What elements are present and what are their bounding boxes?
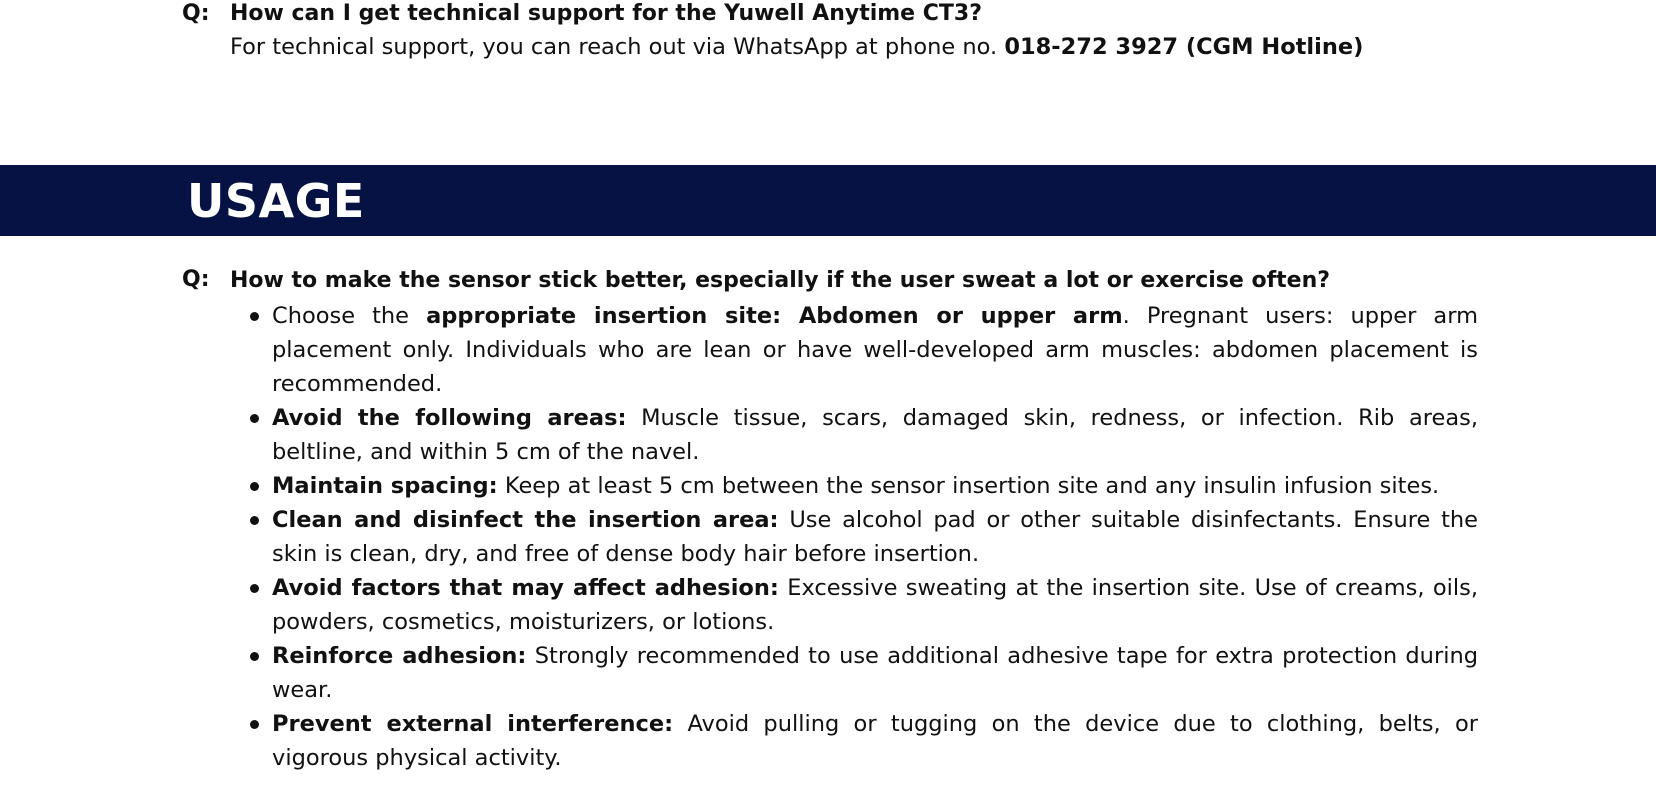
list-item-lead: Choose the — [272, 303, 427, 329]
list-item-body: Muscle tissue, scars, damaged skin, redness, or infection. Rib areas, beltline, and within 5 cm of the navel. — [272, 405, 1478, 465]
list-item-body: . Pregnant users: upper arm placement only. Individuals who are lean or have well-developed arm muscles: abdomen placement is recommended. — [272, 303, 1478, 397]
list-item-heading: Reinforce adhesion: — [272, 643, 527, 669]
list-item — [272, 299, 1478, 401]
section-header-bar — [0, 165, 1656, 236]
list-item-heading: Clean and disinfect the insertion area: — [272, 507, 779, 533]
list-item-heading: Prevent external interference: — [272, 711, 674, 737]
list-item — [272, 571, 1478, 639]
list-item-heading: Avoid the following areas: — [272, 405, 627, 431]
list-item — [272, 639, 1478, 707]
adhesion-tips-list — [272, 299, 1478, 775]
answer-body: For technical support, you can reach out via WhatsApp at phone no. — [230, 34, 1005, 60]
list-item-body: Use alcohol pad or other suitable disinfectants. Ensure the skin is clean, dry, and free of dense body hair before insertion. — [272, 507, 1478, 567]
question-marker: Q: — [182, 267, 210, 292]
hotline-number: 018-272 3927 (CGM Hotline) — [1004, 34, 1364, 60]
question-text: How to make the sensor stick better, especially if the user sweat a lot or exercise often? — [230, 268, 1330, 293]
list-item — [272, 707, 1478, 775]
answer-text — [230, 32, 1363, 62]
list-item — [272, 401, 1478, 469]
question-text: How can I get technical support for the Yuwell Anytime CT3? — [230, 1, 982, 26]
section-title: USAGE — [187, 174, 365, 228]
list-item-body: Keep at least 5 cm between the sensor insertion site and any insulin infusion sites. — [497, 473, 1440, 499]
list-item-heading: Maintain spacing: — [272, 473, 498, 499]
list-item-heading: Avoid factors that may affect adhesion: — [272, 575, 779, 601]
list-item-body: Strongly recommended to use additional adhesive tape for extra protection during wear. — [272, 643, 1478, 703]
list-item-body: Avoid pulling or tugging on the device due to clothing, belts, or vigorous physical activity. — [272, 711, 1478, 771]
list-item — [272, 469, 1478, 503]
list-item-body: Excessive sweating at the insertion site. Use of creams, oils, powders, cosmetics, moisturizers, or lotions. — [272, 575, 1478, 635]
list-item-heading: appropriate insertion site: Abdomen or upper arm — [426, 303, 1123, 329]
list-item — [272, 503, 1478, 571]
question-marker: Q: — [182, 1, 210, 26]
